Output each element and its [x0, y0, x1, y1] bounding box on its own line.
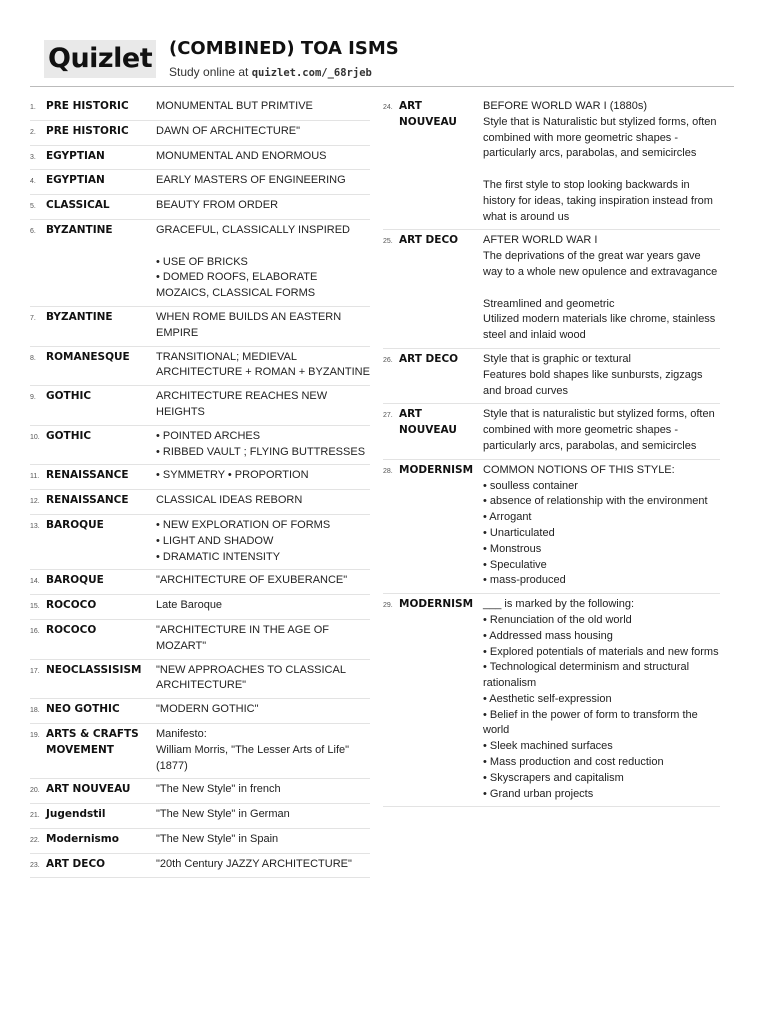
card-definition: AFTER WORLD WAR I The deprivations of the great war years gave way to a whole new opulence and extravagance Streamlined and geometric Utilized modern materials like chrome, stainless steel and inlaid wood [483, 234, 718, 342]
card-term: Jugendstil [46, 808, 106, 821]
card-definition: Style that is naturalistic but stylized forms, often combined with more geometric shapes - particularly arcs, parabolas, and semicircles [483, 408, 715, 452]
card-definition: BEFORE WORLD WAR I (1880s) Style that is Naturalistic but stylized forms, often combined with more geometric shapes - particularly arcs, parabolas, and semicircles The first style to stop looking backwards in history for ideas, taking inspiration instead from what is around us [483, 100, 717, 223]
card-definition: CLASSICAL IDEAS REBORN [156, 494, 303, 507]
card-definition: "The New Style" in french [156, 783, 281, 796]
left-card-column [30, 96, 370, 878]
card-definition: EARLY MASTERS OF ENGINEERING [156, 174, 346, 187]
card-definition: "MODERN GOTHIC" [156, 703, 259, 716]
card-term: BYZANTINE [46, 310, 113, 323]
study-url-link[interactable]: quizlet.com/_68rjeb [251, 67, 372, 79]
card-definition: Style that is graphic or textural Features bold shapes like sunbursts, zigzags and broad curves [483, 352, 703, 397]
card-row [30, 490, 370, 515]
header-divider [30, 86, 734, 87]
card-term: BAROQUE [46, 518, 104, 531]
card-row [30, 570, 370, 595]
card-row [383, 349, 720, 404]
card-row [30, 620, 370, 660]
card-row [30, 465, 370, 490]
card-definition: ___ is marked by the following: • Renunciation of the old world • Addressed mass housing • Explored potentials of materials and new forms • Technological determinism and structural rationalism • Aesthetic self-expression • Belief in the power of form to transform the world • Sleek machined surfaces • Mass production and cost reduction • Skyscrapers and capitalism • Grand urban projects [483, 598, 719, 800]
card-term: RENAISSANCE [46, 494, 129, 507]
card-number: 10. [30, 433, 40, 441]
card-number: 12. [30, 498, 40, 506]
card-row [30, 121, 370, 146]
card-term: ART NOUVEAU [399, 100, 457, 128]
card-number: 25. [383, 238, 393, 246]
card-term: PRE HISTORIC [46, 124, 129, 137]
card-row [30, 146, 370, 171]
card-definition: "The New Style" in German [156, 808, 290, 821]
card-term: Modernismo [46, 832, 119, 845]
card-number: 15. [30, 603, 40, 611]
card-number: 22. [30, 836, 40, 844]
card-row [30, 804, 370, 829]
card-number: 3. [30, 153, 36, 161]
card-number: 14. [30, 578, 40, 586]
card-row [30, 170, 370, 195]
card-definition: TRANSITIONAL; MEDIEVAL ARCHITECTURE + ROMAN + BYZANTINE [156, 350, 370, 379]
card-number: 5. [30, 203, 36, 211]
study-prefix: Study online at [169, 65, 252, 79]
card-definition: Late Baroque [156, 599, 223, 612]
card-row [30, 220, 370, 307]
card-number: 18. [30, 707, 40, 715]
card-row [30, 515, 370, 570]
card-term: ART DECO [46, 857, 106, 870]
card-number: 4. [30, 178, 36, 186]
card-row [30, 386, 370, 426]
card-definition: • NEW EXPLORATION OF FORMS • LIGHT AND SHADOW • DRAMATIC INTENSITY [156, 518, 331, 563]
card-row [383, 404, 720, 459]
card-row [383, 460, 720, 594]
card-term: EGYPTIAN [46, 149, 105, 162]
card-number: 13. [30, 522, 40, 530]
quizlet-logo: Quizlet [44, 40, 156, 78]
right-card-column [383, 96, 720, 807]
card-number: 11. [30, 473, 40, 481]
card-number: 19. [30, 731, 40, 739]
card-definition: "20th Century JAZZY ARCHITECTURE" [156, 857, 352, 870]
card-term: BYZANTINE [46, 223, 113, 236]
card-row [30, 347, 370, 387]
card-row [30, 829, 370, 854]
card-row [30, 595, 370, 620]
card-definition: • SYMMETRY • PROPORTION [156, 469, 309, 482]
card-row [30, 724, 370, 779]
card-definition: WHEN ROME BUILDS AN EASTERN EMPIRE [156, 310, 342, 339]
card-term: GOTHIC [46, 429, 92, 442]
card-definition: COMMON NOTIONS OF THIS STYLE: • soulless container • absence of relationship with the environment • Arrogant • Unarticulated • Monstrous • Speculative • mass-produced [483, 463, 708, 587]
card-definition: "ARCHITECTURE IN THE AGE OF MOZART" [156, 623, 329, 652]
card-definition: ARCHITECTURE REACHES NEW HEIGHTS [156, 390, 328, 418]
card-term: ROCOCO [46, 623, 97, 636]
card-row [30, 195, 370, 220]
card-term: ROMANESQUE [46, 350, 130, 363]
card-definition: DAWN OF ARCHITECTURE" [156, 124, 301, 137]
card-definition: "ARCHITECTURE OF EXUBERANCE" [156, 574, 348, 587]
card-term: NEOCLASSISISM [46, 663, 142, 676]
card-definition: MONUMENTAL AND ENORMOUS [156, 149, 327, 162]
card-term: MODERNISM [399, 598, 474, 611]
card-number: 17. [30, 667, 40, 675]
card-definition: "The New Style" in Spain [156, 832, 279, 845]
card-row [30, 660, 370, 700]
card-number: 24. [383, 104, 393, 111]
card-term: ART DECO [399, 234, 459, 247]
card-number: 16. [30, 627, 40, 635]
card-term: PRE HISTORIC [46, 100, 129, 112]
card-definition: • POINTED ARCHES • RIBBED VAULT ; FLYING BUTTRESSES [156, 429, 366, 458]
card-term: ARTS & CRAFTS MOVEMENT [46, 727, 139, 756]
card-term: EGYPTIAN [46, 174, 105, 187]
card-number: 20. [30, 787, 40, 795]
card-term: NEO GOTHIC [46, 703, 120, 716]
card-row [30, 699, 370, 724]
card-row [30, 779, 370, 804]
card-definition: "NEW APPROACHES TO CLASSICAL ARCHITECTURE" [156, 663, 346, 692]
study-online-line [169, 65, 372, 79]
card-row [30, 307, 370, 347]
card-term: RENAISSANCE [46, 469, 129, 482]
card-definition: BEAUTY FROM ORDER [156, 199, 279, 212]
card-number: 1. [30, 104, 36, 111]
card-term: ART DECO [399, 352, 459, 365]
card-term: BAROQUE [46, 574, 104, 587]
card-row [383, 96, 720, 230]
card-term: ART NOUVEAU [46, 783, 131, 796]
card-number: 26. [383, 356, 393, 364]
card-definition: Manifesto: William Morris, "The Lesser Arts of Life" (1877) [156, 727, 350, 772]
card-number: 29. [383, 602, 393, 610]
card-term: ROCOCO [46, 599, 97, 612]
card-number: 27. [383, 412, 393, 420]
card-definition: GRACEFUL, CLASSICALLY INSPIRED • USE OF BRICKS • DOMED ROOFS, ELABORATE MOZAICS, CLASSICAL FORMS [156, 223, 350, 300]
card-term: ART NOUVEAU [399, 408, 457, 437]
card-definition: MONUMENTAL BUT PRIMTIVE [156, 100, 313, 112]
card-number: 23. [30, 861, 40, 869]
card-row [30, 854, 370, 879]
card-number: 21. [30, 812, 40, 820]
card-number: 7. [30, 314, 36, 322]
card-number: 2. [30, 128, 36, 136]
card-number: 9. [30, 394, 36, 402]
card-row [383, 594, 720, 807]
card-number: 8. [30, 354, 36, 362]
page-title: (COMBINED) TOA ISMS [169, 38, 399, 59]
card-number: 6. [30, 227, 36, 235]
card-term: GOTHIC [46, 390, 92, 403]
card-row [383, 230, 720, 349]
card-row [30, 96, 370, 121]
card-number: 28. [383, 467, 393, 475]
card-term: CLASSICAL [46, 199, 110, 212]
card-row [30, 426, 370, 466]
card-term: MODERNISM [399, 463, 474, 476]
